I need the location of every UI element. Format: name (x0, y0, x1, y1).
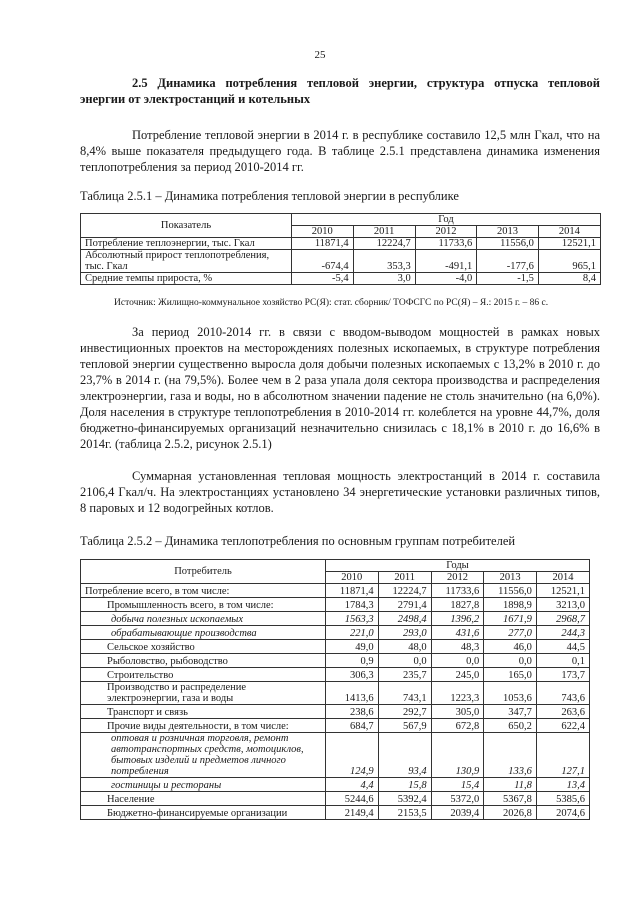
cell-value: -4,0 (415, 273, 477, 285)
cell-value: 244,3 (536, 626, 589, 640)
cell-value: 46,0 (484, 640, 537, 654)
cell-value: 1827,8 (431, 598, 484, 612)
row-label: Строительство (81, 668, 326, 682)
cell-value: 5367,8 (484, 792, 537, 806)
cell-value: 93,4 (378, 733, 431, 778)
cell-value: -5,4 (292, 273, 354, 285)
cell-value: 1563,3 (326, 612, 379, 626)
cell-value: 2968,7 (536, 612, 589, 626)
paragraph-2: За период 2010-2014 гг. в связи с вводом-выводом мощностей в рамках новых инвестиционных проектов на месторождениях полезных ископаемых, в структуре потребления тепловой энергии существенно выросла доля добычи полезных ископаемых с 13,2% в 2010 г. до 23,7% в 2014 г. (на 79,5%). Более чем в 2 раза упала доля сектора производства и распределения электроэнергии, газа и воды, но в абсолютном значении падение не столь значительно (на 6,0%). Доля населения в структуре теплопотребления в 2010-2014 гг. колеблется на уровне 44,7%, доля бюджетно-финансируемых организаций незначительно снизилась с 18,1% в 2010 г. до 16,6% в 2014г. (таблица 2.5.2, рисунок 2.5.1) (80, 325, 600, 451)
cell-value: 12224,7 (378, 584, 431, 598)
cell-value: 15,8 (378, 778, 431, 792)
cell-value: 5244,6 (326, 792, 379, 806)
cell-value: 0,0 (378, 654, 431, 668)
cell-value: -674,4 (292, 250, 354, 273)
cell-value: 2153,5 (378, 806, 431, 820)
row-label: Средние темпы прироста, % (81, 273, 292, 285)
page-number: 25 (314, 49, 326, 61)
cell-value: 1223,3 (431, 682, 484, 705)
cell-value: 277,0 (484, 626, 537, 640)
cell-value: 0,0 (484, 654, 537, 668)
cell-value: 0,0 (431, 654, 484, 668)
cell-value: 235,7 (378, 668, 431, 682)
table-row (81, 654, 590, 668)
paragraph-1: Потребление тепловой энергии в 2014 г. в республике составило 12,5 млн Гкал, что на 8,4% выше показателя предыдущего года. В таблице 2.5.1 представлена динамика изменения теплопотребления за период 2010-2014 гг. (80, 128, 600, 174)
table-row (81, 238, 601, 250)
cell-value: 130,9 (431, 733, 484, 778)
cell-value: 347,7 (484, 705, 537, 719)
cell-value: 306,3 (326, 668, 379, 682)
row-label: добыча полезных ископаемых (81, 612, 326, 626)
cell-value: 11733,6 (431, 584, 484, 598)
table2-col-header: Потребитель (81, 560, 326, 584)
cell-value: 11,8 (484, 778, 537, 792)
table-row (81, 778, 590, 792)
row-label: Сельское хозяйство (81, 640, 326, 654)
cell-value: 12521,1 (538, 238, 600, 250)
row-label: Рыболовство, рыбоводство (81, 654, 326, 668)
table-row (81, 584, 590, 598)
cell-value: -491,1 (415, 250, 477, 273)
cell-value: 2791,4 (378, 598, 431, 612)
cell-value: 13,4 (536, 778, 589, 792)
cell-value: 0,1 (536, 654, 589, 668)
table-2-5-2 (80, 559, 590, 820)
cell-value: 1784,3 (326, 598, 379, 612)
cell-value: 5372,0 (431, 792, 484, 806)
cell-value: 1053,6 (484, 682, 537, 705)
cell-value: 1413,6 (326, 682, 379, 705)
cell-value: 2039,4 (431, 806, 484, 820)
cell-value: 11556,0 (484, 584, 537, 598)
table2-year-2011: 2011 (378, 572, 431, 584)
cell-value: 263,6 (536, 705, 589, 719)
table1-year-2014: 2014 (538, 226, 600, 238)
cell-value: 48,0 (378, 640, 431, 654)
cell-value: 431,6 (431, 626, 484, 640)
table-row (81, 733, 590, 778)
row-label: Промышленность всего, в том числе: (81, 598, 326, 612)
cell-value: 0,9 (326, 654, 379, 668)
row-label: Абсолютный прирост теплопотребления, тыс. Гкал (81, 250, 292, 273)
cell-value: 238,6 (326, 705, 379, 719)
cell-value: 1396,2 (431, 612, 484, 626)
table-row (81, 626, 590, 640)
cell-value: 293,0 (378, 626, 431, 640)
section-heading: 2.5 Динамика потребления тепловой энергии, структура отпуска тепловой энергии от электростанций и котельных (80, 76, 600, 106)
table-2-5-2-caption: Таблица 2.5.2 – Динамика теплопотребления по основным группам потребителей (80, 534, 516, 548)
cell-value: 2498,4 (378, 612, 431, 626)
row-label: Производство и распределение электроэнергии, газа и воды (81, 682, 326, 705)
cell-value: 11733,6 (415, 238, 477, 250)
table2-year-2010: 2010 (326, 572, 379, 584)
cell-value: 743,6 (536, 682, 589, 705)
row-label: Бюджетно-финансируемые организации (81, 806, 326, 820)
row-label: гостиницы и рестораны (81, 778, 326, 792)
table-row (81, 640, 590, 654)
row-label: Потребление всего, в том числе: (81, 584, 326, 598)
row-label: оптовая и розничная торговля, ремонт автотранспортных средств, мотоциклов, бытовых изделий и предметов личного потребления (81, 733, 326, 778)
cell-value: 12224,7 (353, 238, 415, 250)
paragraph-3: Суммарная установленная тепловая мощность электростанций в 2014 г. составила 2106,4 Гкал/ч. На электростанциях установлено 34 энергетические установки различных типов, 8 паровых и 12 водогрейных котлов. (80, 469, 600, 515)
cell-value: 743,1 (378, 682, 431, 705)
table1-group-header: Год (292, 214, 601, 226)
table-row (81, 598, 590, 612)
cell-value: 11871,4 (326, 584, 379, 598)
cell-value: 1898,9 (484, 598, 537, 612)
table-2-5-1 (80, 213, 601, 285)
table-row (81, 806, 590, 820)
cell-value: 221,0 (326, 626, 379, 640)
cell-value: 2026,8 (484, 806, 537, 820)
cell-value: 165,0 (484, 668, 537, 682)
cell-value: 353,3 (353, 250, 415, 273)
cell-value: 5392,4 (378, 792, 431, 806)
cell-value: 127,1 (536, 733, 589, 778)
table-2-5-1-caption: Таблица 2.5.1 – Динамика потребления тепловой энергии в республике (80, 189, 459, 203)
table1-year-2011: 2011 (353, 226, 415, 238)
cell-value: 4,4 (326, 778, 379, 792)
cell-value: 11556,0 (477, 238, 539, 250)
table1-year-2010: 2010 (292, 226, 354, 238)
table1-year-2013: 2013 (477, 226, 539, 238)
cell-value: 672,8 (431, 719, 484, 733)
table2-group-header: Годы (326, 560, 590, 572)
cell-value: 49,0 (326, 640, 379, 654)
row-label: Транспорт и связь (81, 705, 326, 719)
cell-value: 11871,4 (292, 238, 354, 250)
table-2-5-1-source: Источник: Жилищно-коммунальное хозяйство РС(Я): стат. сборник/ ТОФСГС по РС(Я) – Я.: 2015 г. – 86 с. (114, 298, 549, 308)
table-row (81, 719, 590, 733)
row-label: Прочие виды деятельности, в том числе: (81, 719, 326, 733)
cell-value: 622,4 (536, 719, 589, 733)
cell-value: 48,3 (431, 640, 484, 654)
table-row (81, 682, 590, 705)
table2-year-2013: 2013 (484, 572, 537, 584)
row-label: Потребление теплоэнергии, тыс. Гкал (81, 238, 292, 250)
cell-value: 8,4 (538, 273, 600, 285)
cell-value: -177,6 (477, 250, 539, 273)
table2-year-2012: 2012 (431, 572, 484, 584)
cell-value: 567,9 (378, 719, 431, 733)
table-row (81, 792, 590, 806)
cell-value: 2149,4 (326, 806, 379, 820)
table-row (81, 250, 601, 273)
cell-value: 684,7 (326, 719, 379, 733)
cell-value: 3213,0 (536, 598, 589, 612)
cell-value: 5385,6 (536, 792, 589, 806)
cell-value: 124,9 (326, 733, 379, 778)
cell-value: 1671,9 (484, 612, 537, 626)
table-row (81, 705, 590, 719)
cell-value: 44,5 (536, 640, 589, 654)
table1-col-header: Показатель (81, 214, 292, 238)
cell-value: 305,0 (431, 705, 484, 719)
table-row (81, 273, 601, 285)
row-label: обрабатывающие производства (81, 626, 326, 640)
cell-value: -1,5 (477, 273, 539, 285)
cell-value: 133,6 (484, 733, 537, 778)
cell-value: 965,1 (538, 250, 600, 273)
cell-value: 173,7 (536, 668, 589, 682)
cell-value: 292,7 (378, 705, 431, 719)
table-row (81, 612, 590, 626)
table2-year-2014: 2014 (536, 572, 589, 584)
cell-value: 12521,1 (536, 584, 589, 598)
table1-year-2012: 2012 (415, 226, 477, 238)
cell-value: 15,4 (431, 778, 484, 792)
cell-value: 2074,6 (536, 806, 589, 820)
table-row (81, 668, 590, 682)
cell-value: 650,2 (484, 719, 537, 733)
cell-value: 3,0 (353, 273, 415, 285)
row-label: Население (81, 792, 326, 806)
cell-value: 245,0 (431, 668, 484, 682)
